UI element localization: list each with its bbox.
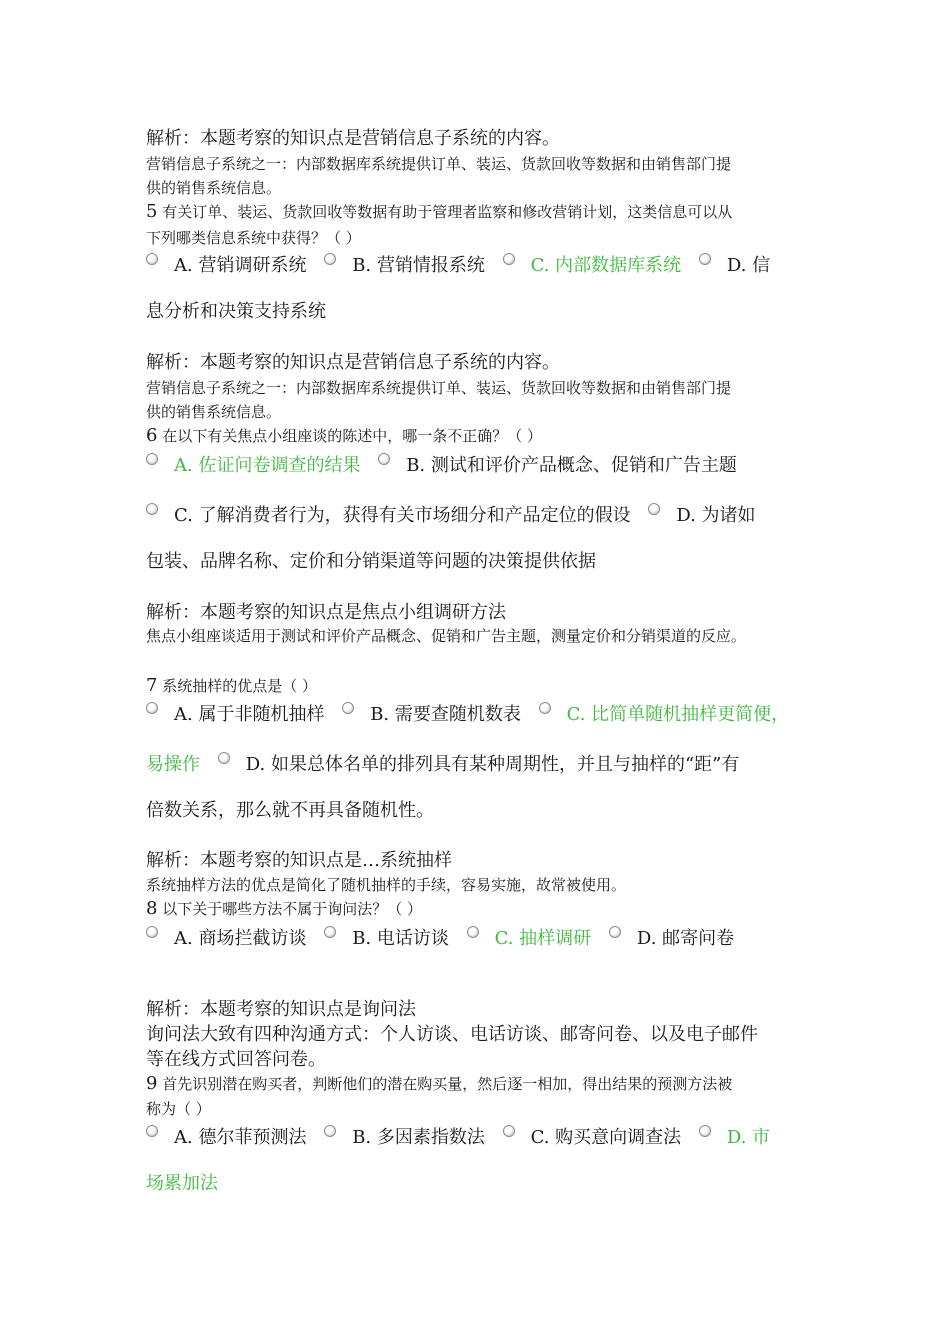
- option-a: A. 营销调研系统: [174, 255, 307, 276]
- radio-option-c[interactable]: [503, 1125, 515, 1137]
- option-d: D. 邮寄问卷: [636, 928, 735, 949]
- radio-option-c[interactable]: [503, 253, 515, 265]
- radio-option-c[interactable]: [467, 926, 479, 938]
- analysis-text: 等在线方式回答问卷。: [146, 1049, 326, 1070]
- option-d-correct: D. 市: [726, 1127, 771, 1148]
- option-c: C. 购买意向调查法: [530, 1127, 682, 1148]
- option-d: D. 如果总体名单的排列具有某种周期性，并且与抽样的“距”有: [245, 754, 740, 775]
- radio-option-d[interactable]: [648, 503, 660, 515]
- radio-option-c[interactable]: [146, 503, 158, 515]
- analysis-text: 供的销售系统信息。: [146, 403, 282, 421]
- radio-option-d[interactable]: [699, 253, 711, 265]
- question-5: [146, 200, 816, 224]
- option-b: B. 电话访谈: [352, 928, 449, 949]
- analysis-title: 解析：本题考察的知识点是…系统抽样: [146, 850, 452, 871]
- radio-option-b[interactable]: [324, 253, 336, 265]
- question-text: 在以下有关焦点小组座谈的陈述中，哪一条不正确？（ ）: [162, 427, 543, 445]
- radio-option-b[interactable]: [324, 926, 336, 938]
- question-text: 下列哪类信息系统中获得？（ ）: [146, 229, 361, 247]
- question-text: 首先识别潜在购买者，判断他们的潜在购买量，然后逐一相加，得出结果的预测方法被: [162, 1075, 733, 1093]
- question-7: [146, 674, 816, 698]
- radio-option-b[interactable]: [342, 702, 354, 714]
- option-continuation: 包装、品牌名称、定价和分销渠道等问题的决策提供依据: [146, 551, 596, 572]
- options-q7-row2: [146, 753, 739, 777]
- options-q6-row1: [146, 454, 737, 478]
- analysis-title: 解析：本题考察的知识点是营销信息子系统的内容。: [146, 352, 560, 373]
- option-a: A. 商场拦截访谈: [174, 928, 307, 949]
- question-text: 称为（ ）: [146, 1100, 211, 1118]
- options-q9: [146, 1126, 770, 1150]
- option-c: C. 了解消费者行为，获得有关市场细分和产品定位的假设: [174, 505, 631, 526]
- analysis-text: 营销信息子系统之一：内部数据库系统提供订单、装运、货款回收等数据和由销售部门提: [146, 379, 732, 397]
- analysis-title: 解析：本题考察的知识点是营销信息子系统的内容。: [146, 128, 560, 149]
- options-q7-row1: [146, 703, 789, 727]
- option-a: A. 属于非随机抽样: [174, 704, 325, 725]
- option-b: B. 需要查随机数表: [370, 704, 521, 725]
- question-number: 7: [146, 675, 158, 696]
- question-number: 8: [146, 898, 158, 919]
- option-b: B. 营销情报系统: [352, 255, 485, 276]
- options-q8: [146, 927, 734, 951]
- question-9: [146, 1072, 816, 1096]
- option-continuation-correct: 场累加法: [146, 1173, 218, 1194]
- radio-option-d[interactable]: [218, 752, 230, 764]
- radio-option-a[interactable]: [146, 702, 158, 714]
- option-c-correct: C. 内部数据库系统: [530, 255, 682, 276]
- option-c-correct: C. 比简单随机抽样更简便，: [566, 704, 790, 725]
- question-number: 9: [146, 1073, 158, 1094]
- option-b: B. 测试和评价产品概念、促销和广告主题: [406, 455, 737, 476]
- question-text: 系统抽样的优点是（ ）: [162, 677, 318, 695]
- analysis-title: 解析：本题考察的知识点是焦点小组调研方法: [146, 602, 506, 623]
- question-number: 5: [146, 201, 158, 222]
- radio-option-c[interactable]: [539, 702, 551, 714]
- options-q5: [146, 254, 770, 278]
- option-d: D. 信: [726, 255, 771, 276]
- question-8: [146, 897, 816, 921]
- analysis-title: 解析：本题考察的知识点是询问法: [146, 999, 416, 1020]
- option-continuation: 息分析和决策支持系统: [146, 301, 326, 322]
- option-b: B. 多因素指数法: [352, 1127, 485, 1148]
- analysis-text: 询问法大致有四种沟通方式：个人访谈、电话访谈、邮寄问卷、以及电子邮件: [146, 1024, 758, 1045]
- option-c-correct: C. 抽样调研: [494, 928, 592, 949]
- question-text: 以下关于哪些方法不属于询问法？（ ）: [162, 900, 423, 918]
- option-d: D. 为诸如: [676, 505, 756, 526]
- option-c-correct-continued: 易操作: [146, 754, 200, 775]
- radio-option-a[interactable]: [146, 1125, 158, 1137]
- radio-option-b[interactable]: [324, 1125, 336, 1137]
- analysis-text: 供的销售系统信息。: [146, 179, 282, 197]
- radio-option-a[interactable]: [146, 453, 158, 465]
- radio-option-a[interactable]: [146, 253, 158, 265]
- question-text: 有关订单、装运、货款回收等数据有助于管理者监察和修改营销计划，这类信息可以从: [162, 203, 733, 221]
- analysis-text: 焦点小组座谈适用于测试和评价产品概念、促销和广告主题，测量定价和分销渠道的反应。: [146, 627, 747, 645]
- analysis-text: 系统抽样方法的优点是简化了随机抽样的手续，容易实施，故常被使用。: [146, 876, 627, 894]
- question-number: 6: [146, 425, 158, 446]
- question-6: [146, 424, 816, 448]
- radio-option-d[interactable]: [699, 1125, 711, 1137]
- radio-option-a[interactable]: [146, 926, 158, 938]
- analysis-text: 营销信息子系统之一：内部数据库系统提供订单、装运、货款回收等数据和由销售部门提: [146, 155, 732, 173]
- radio-option-b[interactable]: [378, 453, 390, 465]
- option-a-correct: A. 佐证问卷调查的结果: [174, 455, 361, 476]
- option-continuation: 倍数关系，那么就不再具备随机性。: [146, 800, 434, 821]
- options-q6-row2: [146, 504, 756, 528]
- option-a: A. 德尔菲预测法: [174, 1127, 307, 1148]
- radio-option-d[interactable]: [609, 926, 621, 938]
